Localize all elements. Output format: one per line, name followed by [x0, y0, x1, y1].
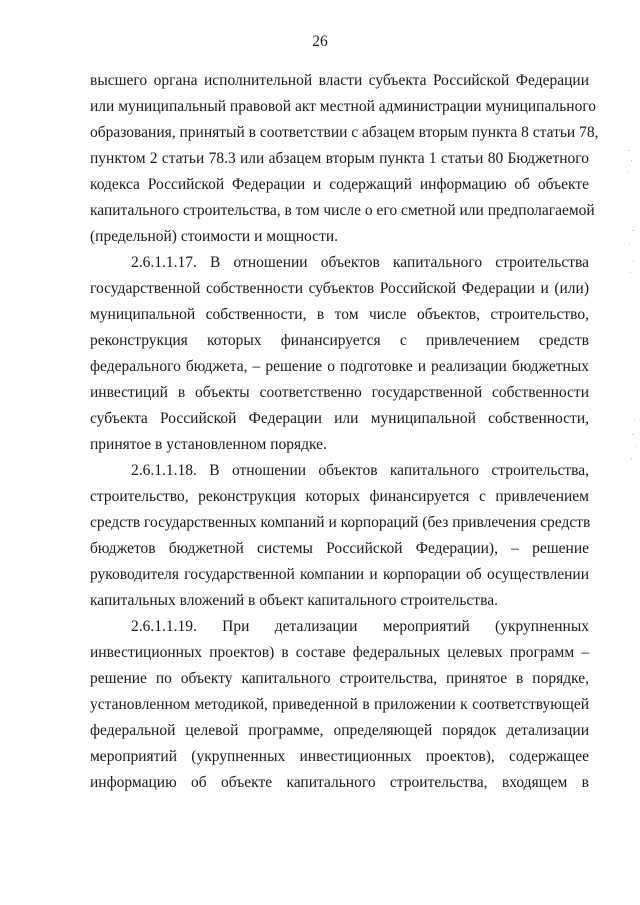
text-line: федерального бюджета, – решение о подготовке и реализации бюджетных [90, 358, 589, 375]
text-line: принятое в установленном порядке. [90, 436, 327, 453]
text-line: установленном методикой, приведенной в приложении к соответствующей [90, 696, 589, 713]
text-line: строительство, реконструкция которых финансируется с привлечением [90, 488, 589, 505]
text-line: реконструкция которых финансируется с привлечением средств [90, 332, 589, 349]
text-line: капитального строительства, в том числе о его сметной или предполагаемой [90, 202, 595, 219]
text-line: решение по объекту капитального строительства, принятое в порядке, [90, 670, 589, 687]
text-line: или муниципальный правовой акт местной администрации муниципального [90, 98, 597, 115]
text-line: федеральной целевой программе, определяющей порядок детализации [90, 722, 589, 739]
text-line: мероприятий (укрупненных инвестиционных проектов), содержащее [90, 748, 589, 765]
text-line: субъекта Российской Федерации или муниципальной собственности, [90, 410, 589, 427]
text-line: инвестиций в объекты соответственно государственной собственности [90, 384, 589, 401]
text-line: 2.6.1.1.17. В отношении объектов капитального строительства [131, 254, 589, 271]
text-line: руководителя государственной компании и корпорации об осуществлении [90, 566, 589, 583]
text-line: высшего органа исполнительной власти субъекта Российской Федерации [90, 72, 589, 89]
text-line: капитальных вложений в объект капитального строительства. [90, 592, 498, 609]
text-line: кодекса Российской Федерации и содержащий информацию об объекте [90, 176, 589, 193]
scan-artifact [610, 0, 640, 905]
text-line: средств государственных компаний и корпораций (без привлечения средств [90, 514, 591, 531]
text-line: информацию об объекте капитального строительства, входящем в [90, 774, 589, 791]
page-number: 26 [312, 33, 328, 50]
text-line: образования, принятый в соответствии с абзацем вторым пункта 8 статьи 78, [90, 124, 599, 141]
text-line: инвестиционных проектов) в составе федеральных целевых программ – [90, 644, 589, 661]
text-line: государственной собственности субъектов Российской Федерации и (или) [90, 280, 589, 297]
text-line: бюджетов бюджетной системы Российской Федерации), – решение [90, 540, 589, 557]
text-line: 2.6.1.1.19. При детализации мероприятий (укрупненных [131, 618, 589, 635]
text-line: пунктом 2 статьи 78.3 или абзацем вторым пункта 1 статьи 80 Бюджетного [90, 150, 589, 167]
text-line: муниципальной собственности, в том числе объектов, строительство, [90, 306, 589, 323]
text-line: (предельной) стоимости и мощности. [90, 228, 339, 245]
text-line: 2.6.1.1.18. В отношении объектов капитального строительства, [131, 462, 589, 479]
